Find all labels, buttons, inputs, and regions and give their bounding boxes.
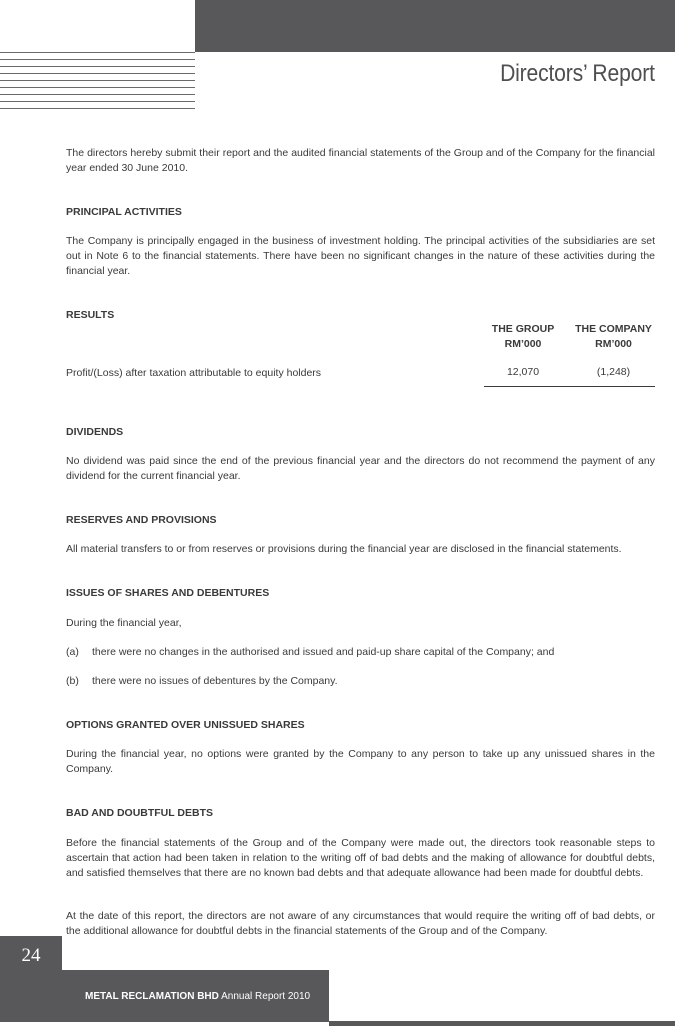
results-underline — [484, 386, 655, 387]
decorative-stripes — [0, 52, 195, 115]
page-title: Directors’ Report — [500, 60, 655, 87]
options-text: During the financial year, no options were granted by the Company to any person to take up any unissued shares in the Company. — [66, 748, 655, 775]
results-group-unit: RM’000 — [504, 338, 542, 350]
results-group-header — [484, 322, 562, 352]
footer-line — [329, 1021, 675, 1026]
page-number: 24 — [21, 945, 41, 966]
results-company-value: (1,248) — [596, 366, 631, 378]
footer-report: Annual Report 2010 — [221, 991, 311, 1002]
results-company-header — [570, 322, 657, 352]
footer-company: METAL RECLAMATION BHD — [85, 991, 219, 1002]
bad-debts-text-1: Before the financial statements of the Group and of the Company were made out, the directors took reasonable steps to ascertain that action had been taken in relation to the writing off of bad debts and the making of allowance for doubtful debts, and satisfied themselves that there are no known bad debts and that adequate allowance had been made for doubtful debts. — [66, 837, 655, 879]
options-heading: OPTIONS GRANTED OVER UNISSUED SHARES — [66, 719, 305, 731]
header-bar — [195, 0, 675, 52]
issues-lead: During the financial year, — [66, 617, 182, 629]
results-heading: RESULTS — [66, 309, 115, 321]
results-row-label: Profit/(Loss) after taxation attributable to equity holders — [66, 367, 322, 379]
results-group-title: THE GROUP — [491, 323, 555, 335]
issues-item-a-label: (a) — [66, 646, 79, 658]
reserves-text: All material transfers to or from reserves or provisions during the financial year are disclosed in the financial statements. — [66, 543, 622, 555]
reserves-heading: RESERVES AND PROVISIONS — [66, 514, 217, 526]
principal-activities-heading: PRINCIPAL ACTIVITIES — [66, 206, 182, 218]
issues-item-a — [66, 645, 655, 660]
bad-debts-heading: BAD AND DOUBTFUL DEBTS — [66, 807, 213, 819]
results-group-value: 12,070 — [506, 366, 540, 378]
principal-activities-text: The Company is principally engaged in the business of investment holding. The principal activities of the subsidiaries are set out in Note 6 to the financial statements. There have been no significant changes in the nature of these activities during the financial year. — [66, 235, 655, 277]
issues-item-b — [66, 674, 655, 689]
dividends-text: No dividend was paid since the end of the previous financial year and the directors do not recommend the payment of any dividend for the current financial year. — [66, 455, 655, 482]
issues-item-b-text: there were no issues of debentures by the Company. — [92, 675, 338, 687]
results-company-title: THE COMPANY — [575, 323, 652, 335]
bad-debts-text-2: At the date of this report, the directors are not aware of any circumstances that would require the writing off of bad debts, or the additional allowance for doubtful debts in the financial statements of the Group and of the Company. — [66, 910, 655, 937]
footer-text — [85, 991, 310, 1002]
intro-paragraph: The directors hereby submit their report and the audited financial statements of the Group and of the Company for the financial year ended 30 June 2010. — [66, 147, 655, 174]
results-company-unit: RM’000 — [595, 338, 632, 350]
issues-heading: ISSUES OF SHARES AND DEBENTURES — [66, 587, 270, 599]
issues-item-a-text: there were no changes in the authorised and issued and paid-up share capital of the Company; and — [92, 646, 555, 658]
issues-item-b-label: (b) — [66, 675, 79, 687]
dividends-heading: DIVIDENDS — [66, 426, 124, 438]
